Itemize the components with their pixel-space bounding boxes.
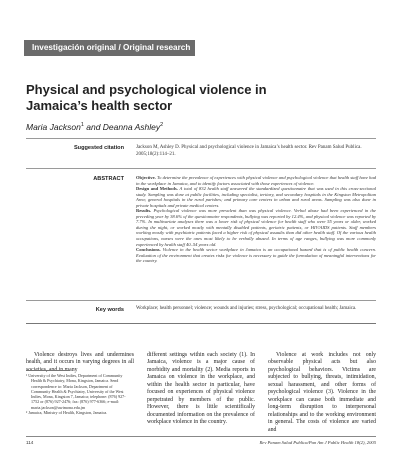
author-joiner: and xyxy=(83,122,103,132)
journal-citation: Rev Panam Salud Publica/Pan Am J Public Health 18(2), 2005 xyxy=(259,440,376,445)
suggested-citation-label: Suggested citation xyxy=(73,145,124,151)
body-column-1 xyxy=(26,352,134,374)
body-column-3 xyxy=(268,352,376,434)
keywords-text: Workplace; health personnel; violence; wounds and injuries; stress, psychological; occupational health; Jamaica. xyxy=(136,306,357,311)
author-2-affiliation-mark: 2 xyxy=(160,122,164,129)
author-1: Maria Jackson xyxy=(26,122,81,132)
footnote-2: ² Jamaica, Ministry of Health, Kingston, Jamaica. xyxy=(26,410,108,416)
footnote-1: ¹ University of the West Indies, Department of Community Health & Psychiatry, Mona, Kingston, Jamaica. Send correspondence to: Maria Jackson, Department of Community Health & Psychiatry, University of the West Indies, Mona, Kingston 7, Jamaica; telephone: (876) 927-1752 or (876) 927-2476; fax: (876) 977-6366; e-mail: maria.jackson@uwimona.edu.jm xyxy=(26,373,126,410)
abstract-conclusions xyxy=(136,247,376,264)
footnote-divider xyxy=(26,370,70,371)
divider-citation xyxy=(26,168,376,169)
divider-abstract xyxy=(26,300,376,301)
divider-keywords xyxy=(26,323,376,324)
body-paragraph: Violence destroys lives and undermines health, and it occurs in varying degrees in all societies, and in many xyxy=(26,352,134,373)
body-paragraph: different settings within each society (1). In Jamaica, violence is a major cause of morbidity and mortality (2). Media reports in Jamaica on violence in the workplace, and within the health sector in particular, have focused on experiences of physical violence perpetrated by members of the public. However, there is little scientifically documented information on the prevalence of workplace violence in the country. xyxy=(147,352,255,426)
abstract-section-head: Design and Methods. xyxy=(136,186,178,192)
abstract-label: ABSTRACT xyxy=(93,176,124,182)
abstract-section-head: Objective. xyxy=(136,175,156,180)
page-number: 114 xyxy=(26,440,34,445)
body-column-2 xyxy=(147,352,255,427)
article-title: Physical and psychological violence in Jamaica’s health sector xyxy=(26,82,267,113)
abstract-objective xyxy=(136,175,376,186)
abstract-section-text: Psychological violence was more prevalent than was physical violence. Verbal abuse had been experienced in the preceding year by 38.6% of the questionnaire respondents, bullying was reported by 12.4%, and physical violence was reported by 7.7%. In multivariate analyses there was a lower risk of physical violence for health staff who were 55 years or older, worked during the night, or worked mostly with mentally disabled patients, geriatric patients, or HIV/AIDS patients. Staff members working mostly with psychiatric patients faced a higher risk of physical assaults than did other health staff. Of the various health occupations, nurses were the ones most likely to be verbally abused. In terms of age ranges, bullying was more commonly experienced by health staff 40–54 years old. xyxy=(136,208,376,247)
abstract-section-text: Violence in the health sector workplace in Jamaica is an occupational hazard that is of public health concern. Evaluation of the environment that creates risks for violence is necessary to guide the formulation of meaningful interventions for the country. xyxy=(136,247,377,264)
abstract-section-head: Results. xyxy=(136,208,152,214)
abstract-design xyxy=(136,186,376,208)
abstract-results xyxy=(136,208,376,247)
article-type-banner: Investigación original / Original research xyxy=(24,40,195,56)
author-line xyxy=(26,122,163,132)
divider-top xyxy=(26,138,376,139)
author-1-affiliation-mark: 1 xyxy=(80,122,84,129)
author-2: Deanna Ashley xyxy=(102,122,161,132)
abstract-section-text: To determine the prevalence of experiences with physical violence and psychological violence that health staff have had in the workplace in Jamaica, and to identify factors associated with those experiences of violence. xyxy=(136,175,377,186)
body-paragraph: Violence at work includes not only observable physical acts but also psychological behaviors. Victims are subjected to bullying, threats, intimidation, sexual harassment, and other forms of psychological violence (3). Violence in the workplace can cause both immediate and long-term disruption to interpersonal relationships and to the working environment in general. The costs of violence are varied and xyxy=(268,352,376,433)
footer-divider xyxy=(26,436,376,437)
abstract-section-text: A total of 832 health staff answered the standardized questionnaire that was used in this cross-sectional study. Sampling was done at public facilities, including specialist, tertiary, and secondary hospitals in the Kingston Metropolitan Area; general hospitals in the rural parishes; and primary care centers in urban and rural areas. Sampling was also done in private hospitals and private medical centers. xyxy=(136,186,376,208)
abstract-section-head: Conclusions. xyxy=(136,247,161,253)
abstract-text xyxy=(136,175,376,264)
keywords-label: Key words xyxy=(95,307,124,313)
suggested-citation-text: Jackson M, Ashley D. Physical and psychological violence in Jamaica’s health sector. Rev Panam Salud Publica. 2005;18(2):114–21. xyxy=(136,145,362,157)
footnotes xyxy=(26,373,130,415)
